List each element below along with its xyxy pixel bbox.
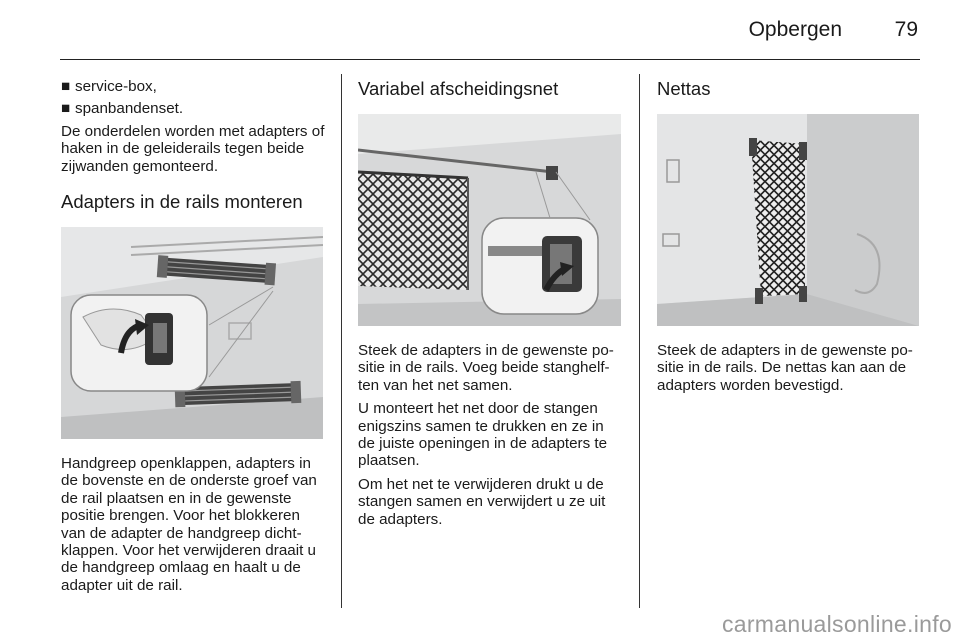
separation-net-illustration (358, 114, 621, 326)
rail-adapter-illustration (61, 227, 323, 439)
section-heading: Variabel afscheidingsnet (358, 78, 559, 99)
list-item-text: spanbandenset. (75, 100, 184, 118)
list-item-text: service-box, (75, 78, 157, 95)
page-number: 79 (894, 18, 918, 41)
body-paragraph: Om het net te verwijderen drukt u de stangen samen en verwijdert u ze uit de adapters. (358, 475, 606, 528)
left-column (61, 78, 326, 600)
header-divider (60, 59, 920, 60)
body-paragraph: Handgreep openklappen, adapters in de bovenste en de onderste groef van de rail plaatsen en in de gewenste positie brengen. Voor het blokkeren van de adapter de handgreep dichtklappen. Voor het verwijderen draait u de handgreep omlaag en haalt u de adapter uit de rail. (61, 455, 317, 594)
net-bag-illustration (657, 114, 919, 326)
body-paragraph: Steek de adapters in de gewenste positie in de rails. Voeg beide stanghelften van het net samen. (358, 342, 614, 394)
footer-watermark: carmanualsonline.info (721, 611, 952, 637)
intro-paragraph: De onderdelen worden met adapters of haken in de geleiderails tegen beide zijwanden gemonteerd. (61, 122, 325, 175)
body-paragraph: Steek de adapters in de gewenste positie in de rails. De nettas kan aan de adapters worden bevestigd. (657, 342, 913, 394)
right-column (657, 78, 923, 400)
section-title: Opbergen (748, 18, 842, 41)
column-divider-right (639, 74, 640, 608)
middle-column (358, 78, 624, 534)
list-item (61, 100, 326, 117)
section-heading: Adapters in de rails monteren (61, 191, 303, 213)
list-item (61, 78, 326, 95)
column-divider-left (341, 74, 342, 608)
bullet-icon: ■ (61, 100, 71, 118)
body-paragraph: U monteert het net door de stangen enigszins samen te drukken en ze in de juiste openingen in de adapters te plaatsen. (358, 400, 608, 470)
bullet-icon: ■ (61, 78, 71, 95)
section-heading: Nettas (657, 78, 711, 99)
